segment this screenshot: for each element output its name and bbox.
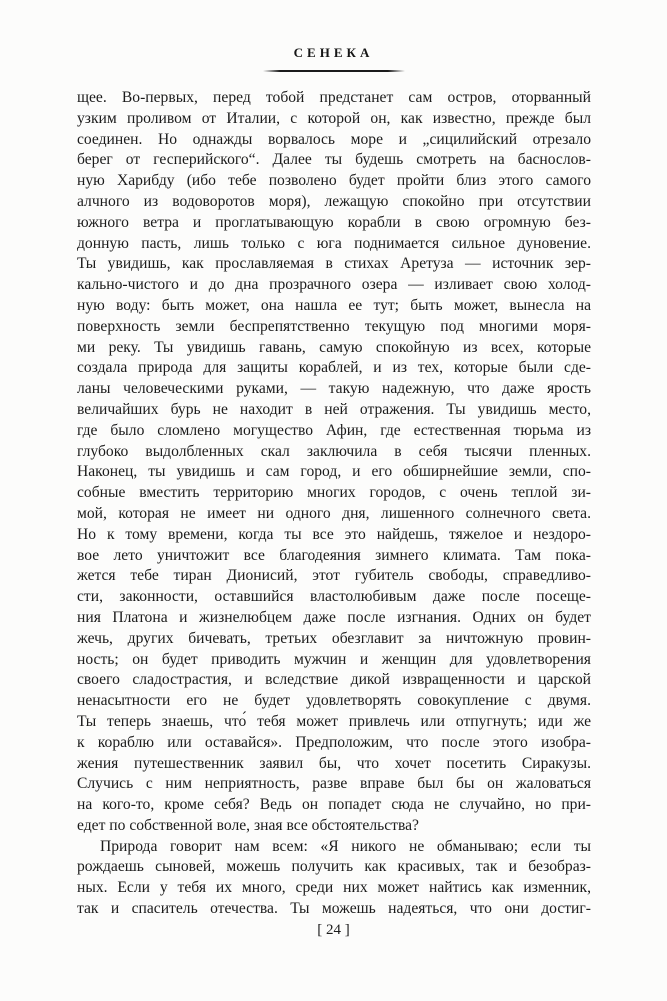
text-line: вое лето уничтожит все благодеяния зимнего климата. Там пока- [77,546,591,564]
text-line: ния Платона и жизнелюбцем даже после изгнания. Одних он будет [77,608,591,626]
text-line: Природа говорит нам всем: «Я никого не обманываю; если ты [100,837,591,855]
text-line: узким проливом от Италии, с которой он, как известно, прежде был [77,109,591,127]
text-line: где было сломлено могущество Афин, где естественная тюрьма из [77,421,591,439]
text-line: Наконец, ты увидишь и сам город, и его обширнейшие земли, спо- [77,463,591,481]
text-line: Ты теперь знаешь, что́ тебя может привлечь или отпугнуть; иди же [77,712,591,730]
text-line: так и спаситель отечества. Ты можешь надеяться, что они достиг- [77,900,591,918]
text-line: ных. Если у тебя их много, среди них может найтись как изменник, [77,879,591,897]
text-line: ланы человеческими руками, — такую надежную, что даже ярость [77,380,591,398]
text-line: на кого-то, кроме себя? Ведь он попадет сюда не случайно, но при- [77,796,591,814]
text-line: ми реку. Ты увидишь гавань, самую спокойную из всех, которые [77,338,591,356]
header-rule [263,70,405,72]
text-line: своего сладострастия, и вследствие дикой извращенности и царской [77,671,591,689]
text-line: ность; он будет приводить мужчин и женщин для удовлетворения [77,650,591,668]
text-line: щее. Во-первых, перед тобой предстанет сам остров, оторванный [77,89,591,106]
text-line: жется тебе тиран Дионисий, этот губитель свободы, справедливо- [77,567,591,585]
text-line: поверхность земли беспрепятственно текущую под многими моря- [77,317,591,335]
text-line: ненасытности его не будет удовлетворять совокупление с двумя. [77,692,591,710]
text-line: к кораблю или оставайся». Предположим, что после этого изобра- [77,733,591,751]
body-text [77,88,591,920]
text-line: рождаешь сыновей, можешь получить как красивых, так и безобраз- [77,858,591,876]
text-line: ную воду: быть может, она нашла ее тут; быть может, вынесла на [77,296,591,314]
text-line: жения путешественник заявил бы, что хочет посетить Сиракузы. [77,754,591,772]
text-line: ную Харибду (ибо тебе позволено будет пройти близ этого самого [77,172,591,190]
text-line: донную пасть, лишь только с юга поднимается сильное дуновение. [77,234,591,252]
page-number: [ 24 ] [317,922,350,938]
text-line: берег от гесперийского“. Далее ты будешь смотреть на баснослов- [77,151,591,169]
text-line: Случись с ним неприятность, разве вправе был бы он жаловаться [77,775,591,793]
text-line: мой, которая не имеет ни одного дня, лишенного солнечного света. [77,504,591,522]
text-line: соединен. Но однажды ворвалось море и „сицилийский отрезало [77,130,591,148]
text-line: кально-чистого и до дна прозрачного озера — изливает свою холод- [77,276,591,294]
text-line: создала природа для защиты кораблей, и из тех, которые были сде- [77,359,591,377]
text-line: глубоко выдолбленных скал заключила в себя тысячи пленных. [77,442,591,460]
text-line: Но к тому времени, когда ты все это найдешь, тяжелое и нездоро- [77,525,591,543]
text-line: собные вместить территорию многих городов, с очень теплой зи- [77,484,591,502]
text-line: Ты увидишь, как прославляемая в стихах Аретуза — источник зер- [77,255,591,273]
running-head: СЕНЕКА [293,45,374,60]
text-line: величайших бурь не находит в ней отражения. Ты увидишь место, [77,400,591,418]
text-line: южного ветра и проглатывающую корабли в свою огромную без- [77,213,591,231]
text-line: едет по собственной воле, зная все обстоятельства? [77,816,419,834]
text-line: сти, законности, оставшийся властолюбивым даже после посеще- [77,588,591,606]
text-line: алчного из водоворотов моря), лежащую спокойно при отсутствии [77,192,591,210]
text-line: жечь, других бичевать, третьих обезглавит за ничтожную провин- [77,629,591,647]
